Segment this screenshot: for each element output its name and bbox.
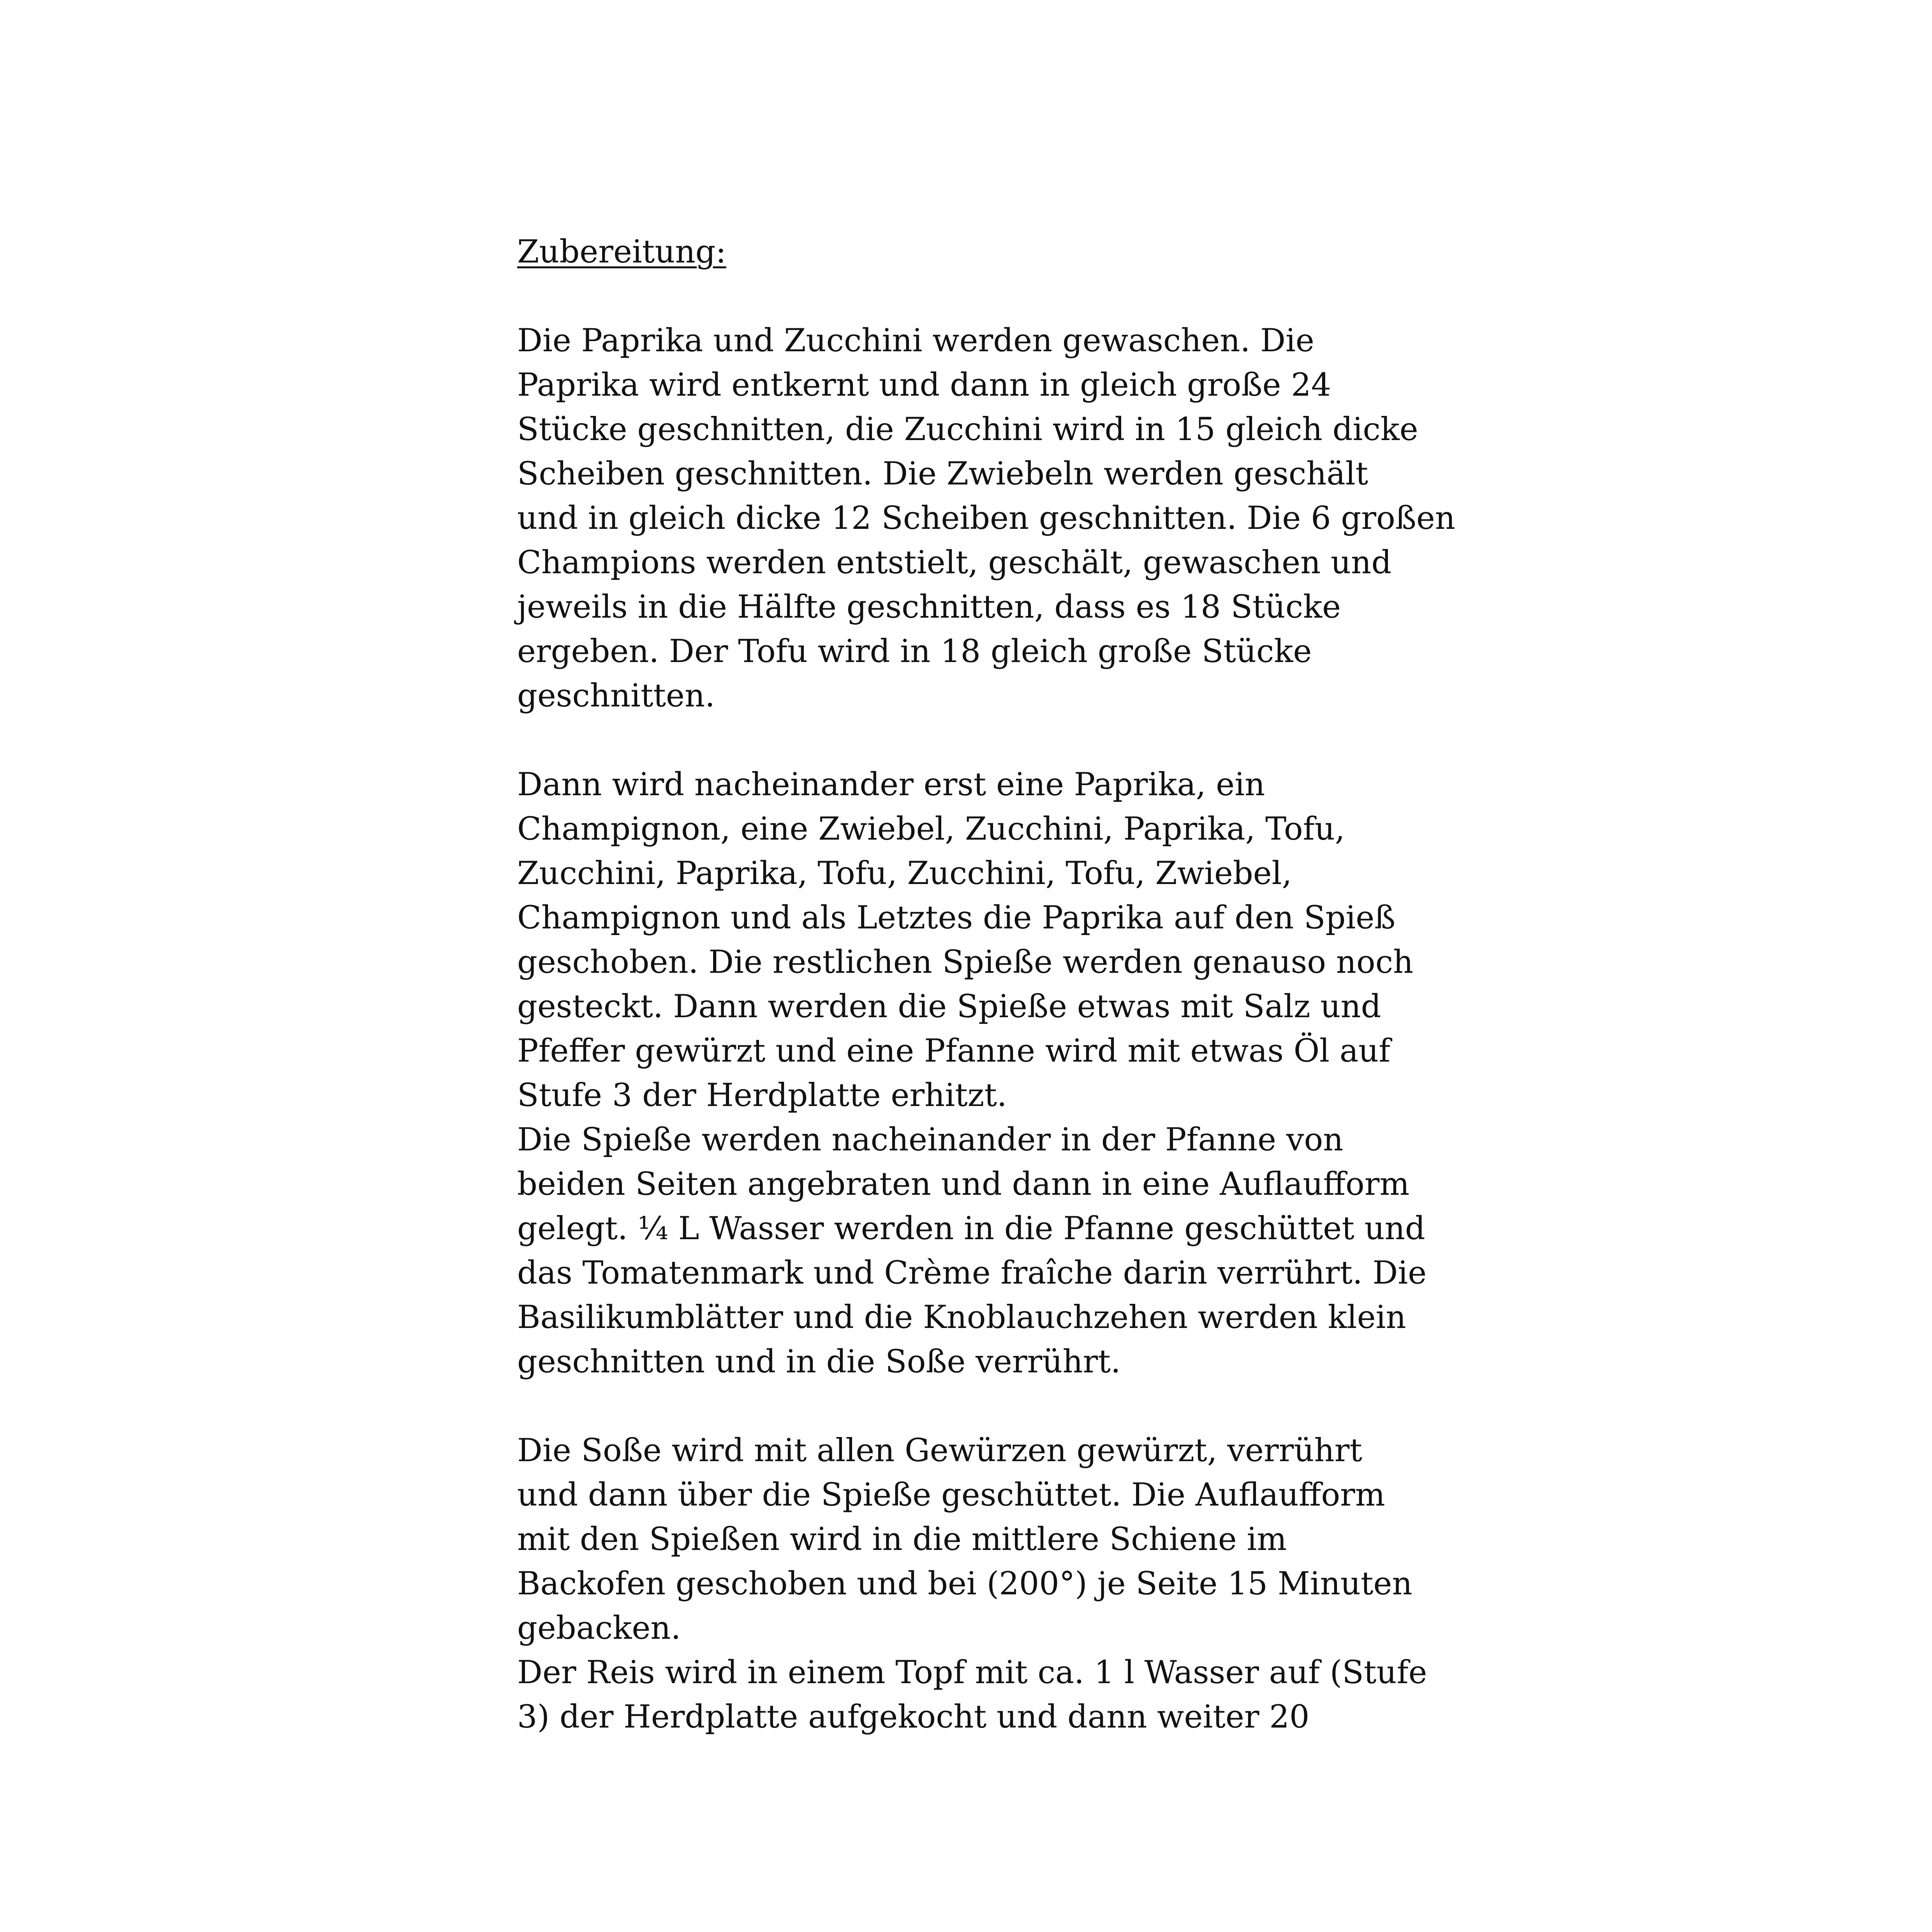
text-line: Der Reis wird in einem Topf mit ca. 1 l Wasser auf (Stufe [517, 1654, 1427, 1691]
text-line: Die Spieße werden nacheinander in der Pfanne von [517, 1122, 1344, 1158]
text-line: Champignon und als Letztes die Paprika auf den Spieß [517, 900, 1396, 936]
text-line: Die Soße wird mit allen Gewürzen gewürzt, verrührt [517, 1432, 1362, 1469]
text-line: Backofen geschoben und bei (200°) je Seite 15 Minuten [517, 1566, 1412, 1602]
recipe-text [517, 230, 1455, 1739]
text-line: beiden Seiten angebraten und dann in eine Auflaufform [517, 1166, 1410, 1203]
text-line: jeweils in die Hälfte geschnitten, dass es 18 Stücke [517, 589, 1341, 625]
text-line: geschnitten und in die Soße verrührt. [517, 1344, 1121, 1380]
text-line: Die Paprika und Zucchini werden gewaschen. Die [517, 322, 1314, 359]
text-line: gesteckt. Dann werden die Spieße etwas mit Salz und [517, 988, 1381, 1025]
text-line: 3) der Herdplatte aufgekocht und dann weiter 20 [517, 1699, 1310, 1735]
text-line: Dann wird nacheinander erst eine Paprika, ein [517, 766, 1265, 803]
text-line: ergeben. Der Tofu wird in 18 gleich große Stücke [517, 633, 1312, 670]
paragraph-spacer [517, 718, 1452, 763]
text-line: Pfeffer gewürzt und eine Pfanne wird mit etwas Öl auf [517, 1033, 1391, 1069]
text-line: und in gleich dicke 12 Scheiben geschnitten. Die 6 großen [517, 500, 1455, 537]
paragraph-spacer [517, 1384, 1452, 1428]
text-line: das Tomatenmark und Crème fraîche darin verrührt. Die [517, 1255, 1427, 1291]
text-line: mit den Spießen wird in die mittlere Schiene im [517, 1521, 1287, 1558]
paragraph-baking-and-rice [517, 1428, 1452, 1739]
text-line: Stücke geschnitten, die Zucchini wird in 15 gleich dicke [517, 411, 1418, 448]
text-line: gelegt. ¼ L Wasser werden in die Pfanne geschüttet und [517, 1210, 1425, 1247]
text-line: Scheiben geschnitten. Die Zwiebeln werden geschält [517, 456, 1368, 492]
paragraph-preparation-cutting [517, 319, 1455, 718]
text-line: Champions werden entstielt, geschält, gewaschen und [517, 544, 1392, 581]
paragraph-skewers-and-sauce [517, 763, 1452, 1384]
text-line: und dann über die Spieße geschüttet. Die Auflaufform [517, 1477, 1385, 1513]
text-line: Stufe 3 der Herdplatte erhitzt. [517, 1077, 1007, 1114]
text-line: geschoben. Die restlichen Spieße werden genauso noch [517, 944, 1414, 981]
section-heading: Zubereitung: [517, 234, 726, 270]
text-line: Basilikumblätter und die Knoblauchzehen werden klein [517, 1299, 1406, 1336]
text-line: Zucchini, Paprika, Tofu, Zucchini, Tofu, Zwiebel, [517, 855, 1292, 892]
text-line: Paprika wird entkernt und dann in gleich große 24 [517, 367, 1331, 403]
text-line: Champignon, eine Zwiebel, Zucchini, Paprika, Tofu, [517, 811, 1345, 847]
text-line: geschnitten. [517, 678, 715, 714]
text-line: gebacken. [517, 1610, 681, 1647]
